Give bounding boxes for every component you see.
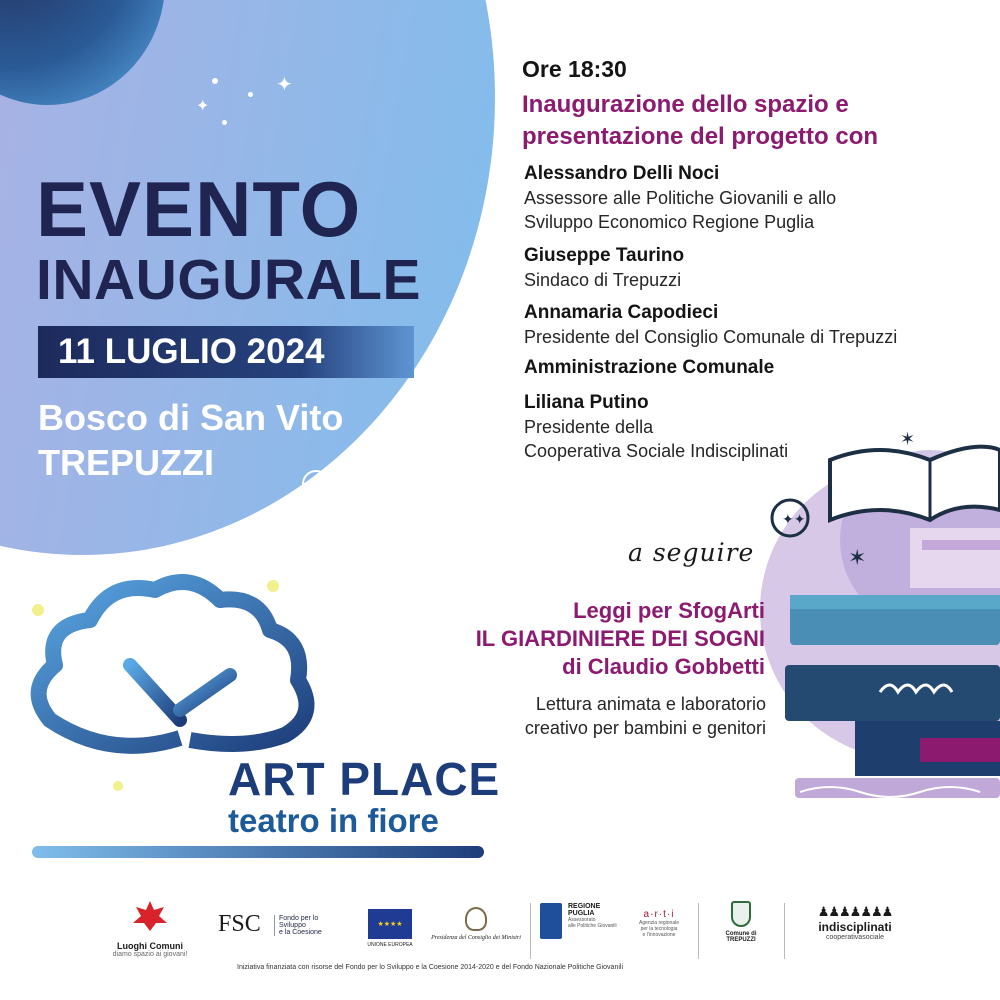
speaker-role: Sviluppo Economico Regione Puglia (524, 212, 815, 232)
speaker-role: Sindaco di Trepuzzi (524, 270, 682, 290)
sponsor-logos-bar (100, 895, 920, 965)
comune-line2: TREPUZZI (726, 937, 756, 943)
event-location: Bosco di San Vito (38, 397, 344, 438)
luoghi-comuni-title: Luoghi Comuni (117, 941, 183, 951)
coop-label: cooperativasociale (826, 934, 884, 941)
regione-line2: PUGLIA (568, 910, 595, 917)
speaker-name: Liliana Putino (524, 392, 649, 413)
program-intro-line1: Inaugurazione dello spazio e (522, 91, 849, 118)
follow-desc-line2: creativo per bambini e genitori (524, 718, 766, 738)
event-title-line2: INAUGURALE (36, 248, 421, 312)
follow-title-line1: Leggi per SfogArti (573, 598, 765, 623)
art-place-title: ART PLACE (228, 753, 501, 805)
speaker-role: Presidente del Consiglio Comunale di Trepuzzi (524, 327, 898, 347)
arti-sub-line1: Agenzia regionale (638, 920, 680, 926)
smiley-icon (302, 470, 330, 498)
speaker-name: Amministrazione Comunale (524, 357, 775, 378)
arti-sub-line2: per la tecnologia (640, 926, 678, 932)
speaker-role: Assessore alle Politiche Giovanili e allo (524, 188, 837, 208)
presidenza-logo (426, 907, 526, 941)
dot-decoration (222, 120, 227, 125)
fsc-text (274, 915, 346, 936)
speaker-name: Giuseppe Taurino (524, 245, 685, 266)
speaker-name: Alessandro Delli Noci (524, 163, 720, 184)
speaker-item (524, 162, 964, 234)
event-town: TREPUZZI (38, 442, 214, 483)
star-icon: ✦ (276, 72, 293, 96)
svg-text:✦✦: ✦✦ (782, 512, 806, 528)
speaker-item (524, 301, 964, 349)
star-icon: ✦ (196, 96, 210, 115)
people-icon: ♟♟♟♟♟♟♟ (817, 905, 893, 920)
luoghi-comuni-icon (133, 901, 167, 931)
regione-sub-line1: Assessorato (568, 917, 596, 923)
follow-label: a seguire (628, 538, 755, 567)
event-date: 11 LUGLIO 2024 (58, 332, 325, 371)
fsc-mark: FSC (218, 911, 261, 937)
presidenza-label: Presidenza del Consiglio dei Ministri (431, 935, 521, 941)
comune-trepuzzi-logo (708, 901, 774, 943)
indisciplinati-logo (800, 905, 910, 941)
arti-mark: a·r·t·i (643, 909, 675, 920)
indisciplinati-label: indisciplinati (818, 920, 892, 934)
program-intro (522, 89, 972, 153)
dot-decoration (248, 92, 253, 97)
regione-crest-icon (540, 903, 562, 939)
follow-title-line3: di Claudio Gobbetti (562, 654, 765, 679)
speaker-role: Presidente della (524, 417, 654, 437)
svg-text:✶: ✶ (900, 429, 916, 450)
art-place-subtitle: teatro in fiore (228, 802, 439, 839)
event-title-line1: EVENTO (36, 165, 362, 253)
regione-sub-line2: alle Politiche Giovanili (568, 923, 617, 929)
dot-decoration (318, 524, 323, 529)
arti-logo (628, 909, 690, 938)
comune-crest-icon (731, 901, 751, 927)
program-intro-line2: presentazione del progetto con (522, 123, 879, 150)
event-time: Ore 18:30 (522, 56, 627, 82)
books-illustration (760, 420, 1000, 820)
svg-text:✶: ✶ (848, 546, 867, 571)
speaker-item (524, 244, 964, 292)
luoghi-comuni-subtitle: diamo spazio ai giovani! (112, 951, 188, 958)
logo-divider (698, 903, 699, 959)
eu-flag-icon: ★★★★ (368, 909, 412, 939)
star-icon: ✦ (340, 490, 355, 510)
fsc-logo (218, 911, 346, 938)
fsc-text-line1: Fondo per lo Sviluppo (279, 915, 319, 929)
comune-line1: Comune di (725, 931, 757, 937)
follow-title-line2: IL GIARDINIERE DEI SOGNI (475, 626, 765, 651)
luoghi-comuni-logo (100, 895, 200, 958)
follow-desc-line1: Lettura animata e laboratorio (535, 694, 766, 714)
emblem-icon (465, 907, 487, 931)
regione-line1: REGIONE (568, 903, 601, 910)
logo-divider (530, 903, 531, 959)
eu-logo (366, 909, 414, 948)
eu-label: UNIONE EUROPEA (367, 942, 413, 948)
funding-note: Iniziativa finanziata con risorse del Fondo per lo Sviluppo e la Coesione 2014-2020 e del Fondo Nazionale Politiche Giovanili (237, 964, 624, 971)
regione-puglia-logo (540, 903, 625, 939)
speaker-role: Cooperativa Sociale Indisciplinati (524, 441, 789, 461)
regione-text (568, 903, 625, 929)
arti-sub-line3: e l'innovazione (642, 932, 676, 938)
speaker-item (524, 356, 964, 380)
logo-divider (784, 903, 785, 959)
dot-decoration (212, 78, 218, 84)
fsc-text-line2: e la Coesione (279, 929, 322, 936)
speaker-name: Annamaria Capodieci (524, 302, 719, 323)
